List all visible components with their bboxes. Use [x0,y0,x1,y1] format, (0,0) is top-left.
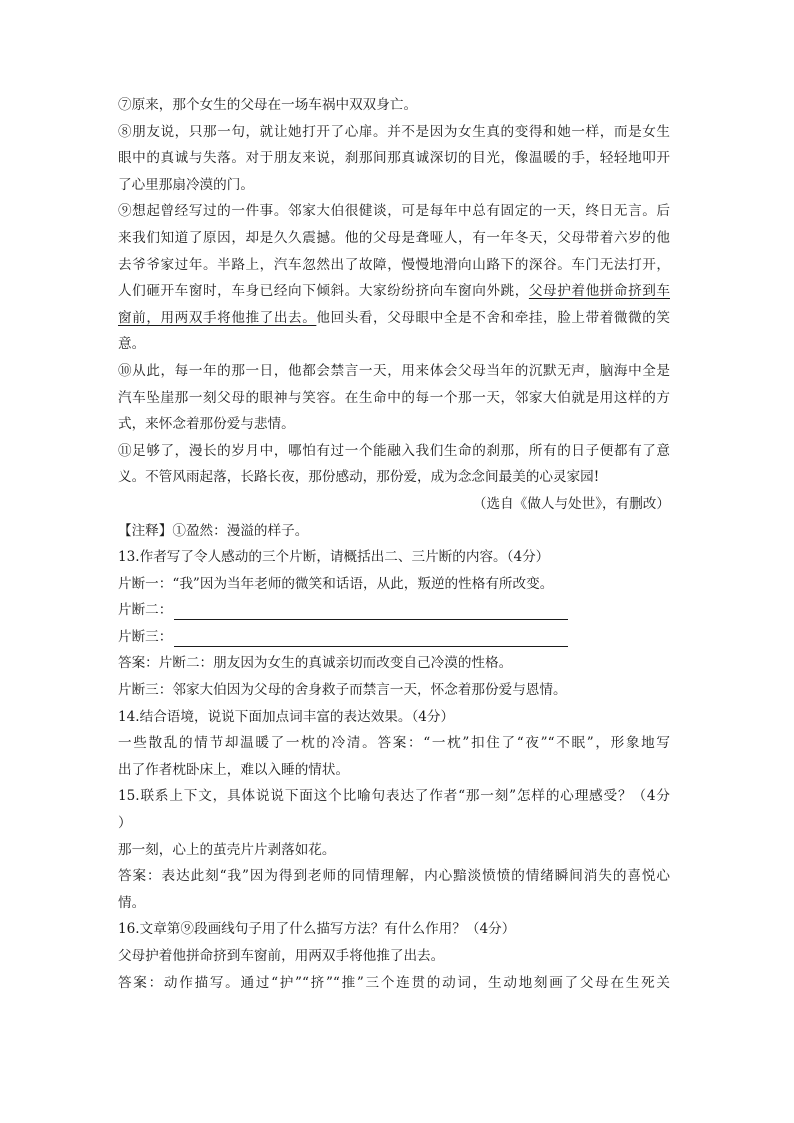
fragment-2-label: 片断二： [118,602,173,619]
question-15-answer-line-2: 情。 [118,894,146,911]
paragraph-11-line-2: 义。不管风雨起落，长路长夜，那份感动，那份爱，成为念念间最美的心灵家园! [118,469,600,486]
paragraph-8-line-1: ⑧朋友说，只那一句，就让她打开了心扉。并不是因为女生真的变得和她一样，而是女生 [118,123,670,140]
fragment-3-label: 片断三： [118,628,173,645]
question-15-answer-line-1: 答案：表达此刻“我”因为得到老师的同情理解，内心黯淡愤愤的情绪瞬间消失的喜悦心 [118,868,670,885]
question-13-fragment-2 [118,597,670,624]
paragraph-9-line-4-plain: 人们砸开车窗时，车身已经向下倾斜。大家纷纷挤向车窗向外跳， [118,283,529,300]
underlined-sentence-part-2: 窗前，用两双手将他推了出去。 [118,309,317,326]
question-16-sentence: 父母护着他拼命挤到车窗前，用两双手将他推了出去。 [118,948,445,964]
paragraph-8-line-2: 眼中的真诚与失落。对于朋友来说，刹那间那真诚深切的目光，像温暖的手，轻轻地叩开 [118,150,670,167]
source-citation: （选自《做人与处世》，有删改） [472,495,670,512]
question-13-fragment-1: 片断一：“我”因为当年老师的微笑和话语，从此，叛逆的性格有所改变。 [118,575,554,592]
question-13: 13.作者写了令人感动的三个片断，请概括出二、三片断的内容。（4分） [118,549,550,566]
paragraph-10-line-3: 式，来怀念着那份爱与悲情。 [118,416,295,433]
question-13-fragment-3 [118,624,670,651]
question-16-answer-line-1: 答案：动作描写。通过“护”“挤”“推”三个连贯的动词，生动地刻画了父母在生死关 [118,974,670,991]
underlined-sentence-part-1: 父母护着他拼命挤到车 [528,283,670,300]
paragraph-9-line-1: ⑨想起曾经写过的一件事。邻家大伯很健谈，可是每年中总有固定的一天，终日无言。后 [118,203,670,220]
document-page [118,92,670,996]
paragraph-7-line-1: ⑦原来，那个女生的父母在一场车祸中双双身亡。 [118,97,418,113]
question-15-line-1: 15.联系上下文，具体说说下面这个比喻句表达了作者“那一刻”怎样的心理感受？（4分 [118,788,670,805]
question-13-answer-line-1: 答案：片断二：朋友因为女生的真诚亲切而改变自己冷漠的性格。 [118,655,513,672]
paragraph-9-line-4 [118,278,670,305]
fragment-3-answer-blank[interactable] [174,628,568,647]
question-14-answer-line-1: 一些散乱的情节却温暖了一枕的冷清。答案：“一枕”扣住了“夜”“不眠”，形象地写 [118,735,670,752]
paragraph-11-line-1: ⑪足够了，漫长的岁月中，哪怕有过一个能融入我们生命的刹那，所有的日子便都有了意 [118,442,670,459]
paragraph-8-line-3: 了心里那扇冷漠的门。 [118,176,254,193]
question-16: 16.文章第⑨段画线句子用了什么描写方法？有什么作用？（4分） [118,921,516,938]
paragraph-10-line-1: ⑩从此，每一年的那一日，他都会禁言一天，用来体会父母当年的沉默无声，脑海中全是 [118,362,670,379]
question-14-answer-line-2: 出了作者枕卧床上，难以入睡的情状。 [118,761,350,778]
paragraph-10-line-2: 汽车坠崖那一刻父母的眼神与笑容。在生命中的每一个那一天，邻家大伯就是用这样的方 [118,389,670,406]
fragment-2-answer-blank[interactable] [174,601,568,620]
paragraph-9-line-3: 去爷爷家过年。半路上，汽车忽然出了故障，慢慢地滑向山路下的深谷。车门无法打开， [118,256,670,273]
question-14: 14.结合语境，说说下面加点词丰富的表达效果。（4分） [118,708,455,725]
paragraph-9-line-5 [118,305,670,332]
paragraph-9-line-5-plain: 他回头看，父母眼中全是不舍和牵挂，脸上带着微微的笑 [316,309,670,326]
question-13-answer-line-2: 片断三：邻家大伯因为父母的舍身救子而禁言一天，怀念着那份爱与恩情。 [118,682,567,699]
paragraph-9-line-6: 意。 [118,336,146,353]
annotation-note: 【注释】①盈然：漫溢的样子。 [118,522,309,539]
question-15-line-2: ） [118,815,132,832]
question-15-sentence: 那一刻，心上的茧壳片片剥落如花。 [118,841,336,858]
paragraph-9-line-2: 来我们知道了原因，却是久久震撼。他的父母是聋哑人，有一年冬天，父母带着六岁的他 [118,229,670,246]
